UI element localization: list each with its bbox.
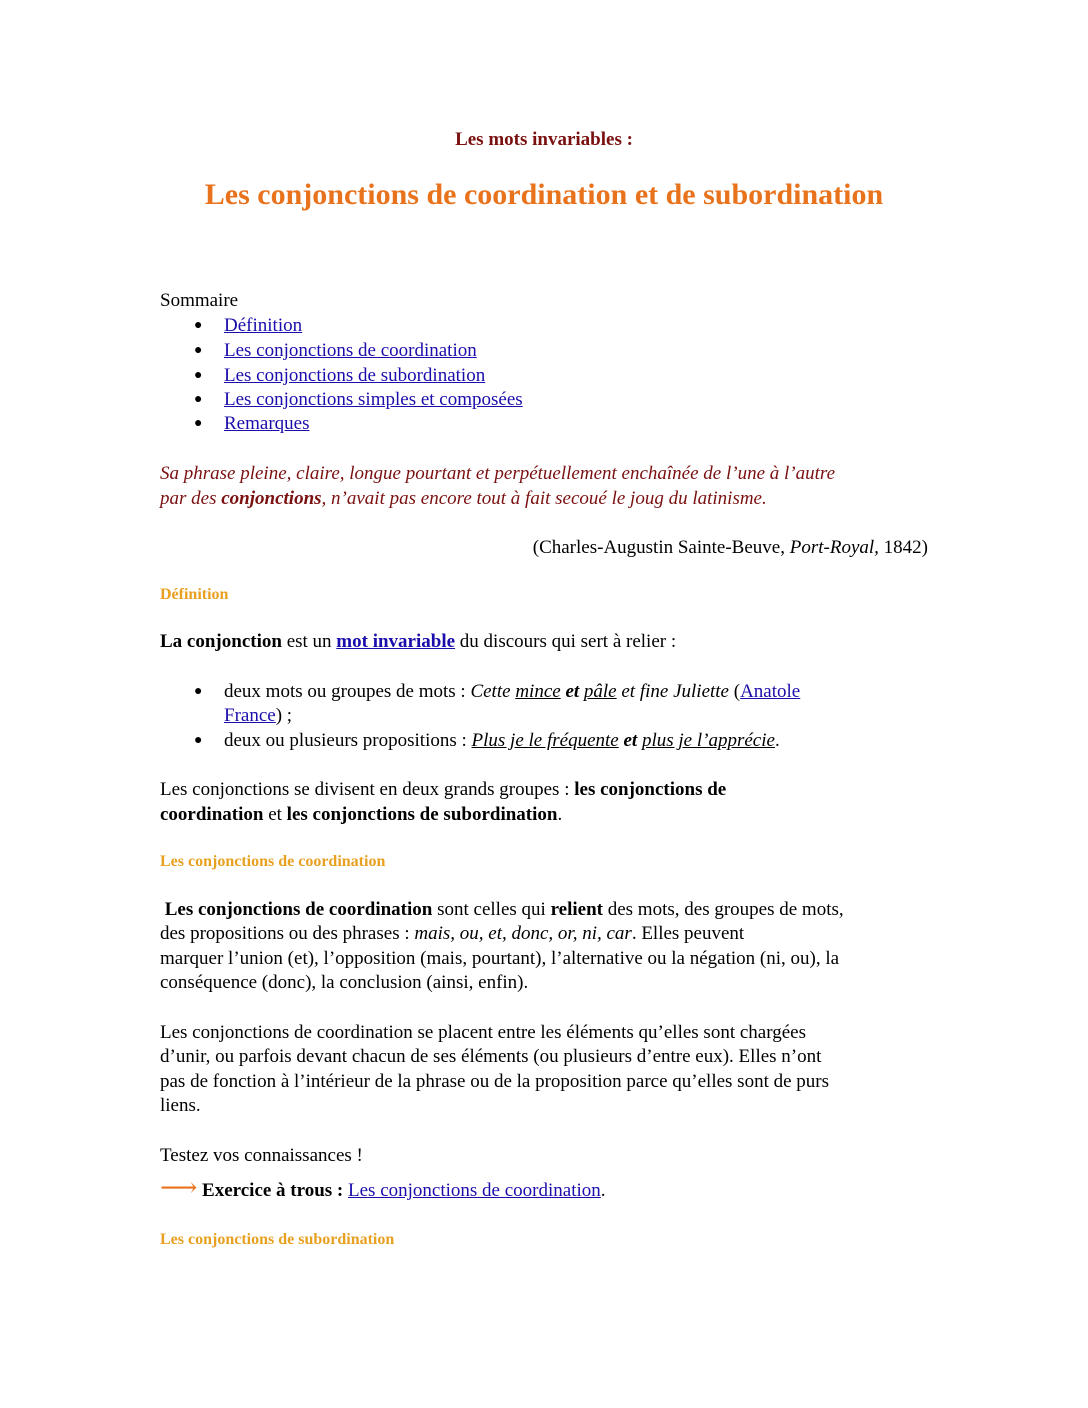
bold: coordination <box>160 804 264 825</box>
text: . <box>557 804 563 825</box>
section-heading-coordination: Les conjonctions de coordination <box>160 853 386 870</box>
coord-p2-line-1: Les conjonctions de coordination se placent entre les éléments qu’elles sont chargées <box>160 1022 806 1043</box>
epigraph-line-1: Sa phrase pleine, claire, longue pourtant et perpétuellement enchaînée de l’une à l’autre <box>160 463 836 484</box>
groups-line-2 <box>160 803 562 827</box>
definition-intro <box>160 630 676 654</box>
bullet-icon: ● <box>194 733 203 748</box>
italic: mais, ou, et, donc, or, ni, car <box>414 923 632 944</box>
epigraph-bold: conjonctions <box>221 488 322 509</box>
source-author: (Charles-Augustin Sainte-Beuve, <box>532 537 790 558</box>
text: . Elles peuvent <box>631 923 745 944</box>
bold: Les conjonctions de coordination <box>160 899 433 920</box>
definition-bullet-1 <box>224 680 800 704</box>
term-bold: La conjonction <box>160 631 282 652</box>
toc-label: Sommaire <box>160 290 239 311</box>
coord-p1-line-4: conséquence (donc), la conclusion (ainsi, enfin). <box>160 972 529 993</box>
epigraph-text: , n’avait pas encore tout à fait secoué le joug du latinisme. <box>321 488 767 509</box>
coord-p2-line-4: liens. <box>160 1095 201 1116</box>
definition-bullet-1-cont <box>224 704 292 728</box>
text: . <box>774 730 780 751</box>
mot-invariable-link[interactable]: mot invariable <box>336 631 456 652</box>
coord-p1-line-2 <box>160 922 744 946</box>
anatole-france-link[interactable]: Anatole <box>740 681 801 702</box>
definition-bullet-2 <box>224 729 780 753</box>
arrow-right-icon: ⟶ <box>160 1173 198 1202</box>
bullet-icon: ● <box>194 416 203 431</box>
bold: les conjonctions de subordination <box>286 804 558 825</box>
toc-link-coordination[interactable]: Les conjonctions de coordination <box>224 340 477 361</box>
coord-p2-line-2: d’unir, ou parfois devant chacun de ses éléments (ou plusieurs d’entre eux). Elles n’ont <box>160 1046 822 1067</box>
text: du discours qui sert à relier : <box>455 631 677 652</box>
epigraph-line-2 <box>160 487 767 511</box>
bullet-icon: ● <box>194 684 203 699</box>
text: sont celles qui <box>432 899 551 920</box>
toc-link-remarques[interactable]: Remarques <box>224 413 310 434</box>
toc-link-subordination[interactable]: Les conjonctions de subordination <box>224 365 486 386</box>
coord-p1-line-1 <box>160 898 844 922</box>
exercise-link[interactable]: Les conjonctions de coordination <box>348 1180 601 1201</box>
example-underlined: mince <box>515 681 561 702</box>
example-underlined: Plus je le fréquente <box>471 730 619 751</box>
text: des mots, des groupes de mots, <box>602 899 844 920</box>
page-title: Les conjonctions de coordination et de subordination <box>204 178 884 211</box>
text: et <box>263 804 287 825</box>
example: Cette <box>470 681 516 702</box>
toc-link-simples-composees[interactable]: Les conjonctions simples et composées <box>224 389 523 410</box>
text: deux ou plusieurs propositions : <box>224 730 472 751</box>
anatole-france-link[interactable]: France <box>224 705 276 726</box>
source-work: Port-Royal, <box>789 537 879 558</box>
example-underlined: plus je l’apprécie <box>641 730 775 751</box>
text: . <box>600 1180 606 1201</box>
bullet-icon: ● <box>194 343 203 358</box>
exercise-label: Exercice à trous : <box>202 1180 349 1201</box>
text: des propositions ou des phrases : <box>160 923 415 944</box>
text: deux mots ou groupes de mots : <box>224 681 471 702</box>
groups-line-1 <box>160 778 726 802</box>
bold: relient <box>550 899 603 920</box>
toc-link-definition[interactable]: Définition <box>224 315 303 336</box>
epigraph-text: par des <box>160 488 222 509</box>
section-heading-subordination: Les conjonctions de subordination <box>160 1231 395 1248</box>
page-kicker: Les mots invariables : <box>455 129 633 150</box>
source-year: 1842) <box>878 537 928 558</box>
example: et fine Juliette <box>616 681 729 702</box>
coord-p1-line-3: marquer l’union (et), l’opposition (mais, pourtant), l’alternative ou la négation (ni, ou), la <box>160 948 840 969</box>
coord-p2-line-3: pas de fonction à l’intérieur de la phrase ou de la proposition parce qu’elles sont de purs <box>160 1071 830 1092</box>
text: ( <box>729 681 741 702</box>
exercise-line <box>160 1173 606 1203</box>
example-conj: et <box>560 681 584 702</box>
bullet-icon: ● <box>194 368 203 383</box>
section-heading-definition: Définition <box>160 586 229 603</box>
text: est un <box>281 631 337 652</box>
text: Les conjonctions se divisent en deux grands groupes : <box>160 779 575 800</box>
text: ) ; <box>275 705 293 726</box>
test-prompt: Testez vos connaissances ! <box>160 1145 363 1166</box>
epigraph-source <box>533 536 928 560</box>
example-underlined: pâle <box>583 681 617 702</box>
example-conj: et <box>618 730 642 751</box>
bullet-icon: ● <box>194 392 203 407</box>
bullet-icon: ● <box>194 318 203 333</box>
bold: les conjonctions de <box>574 779 727 800</box>
